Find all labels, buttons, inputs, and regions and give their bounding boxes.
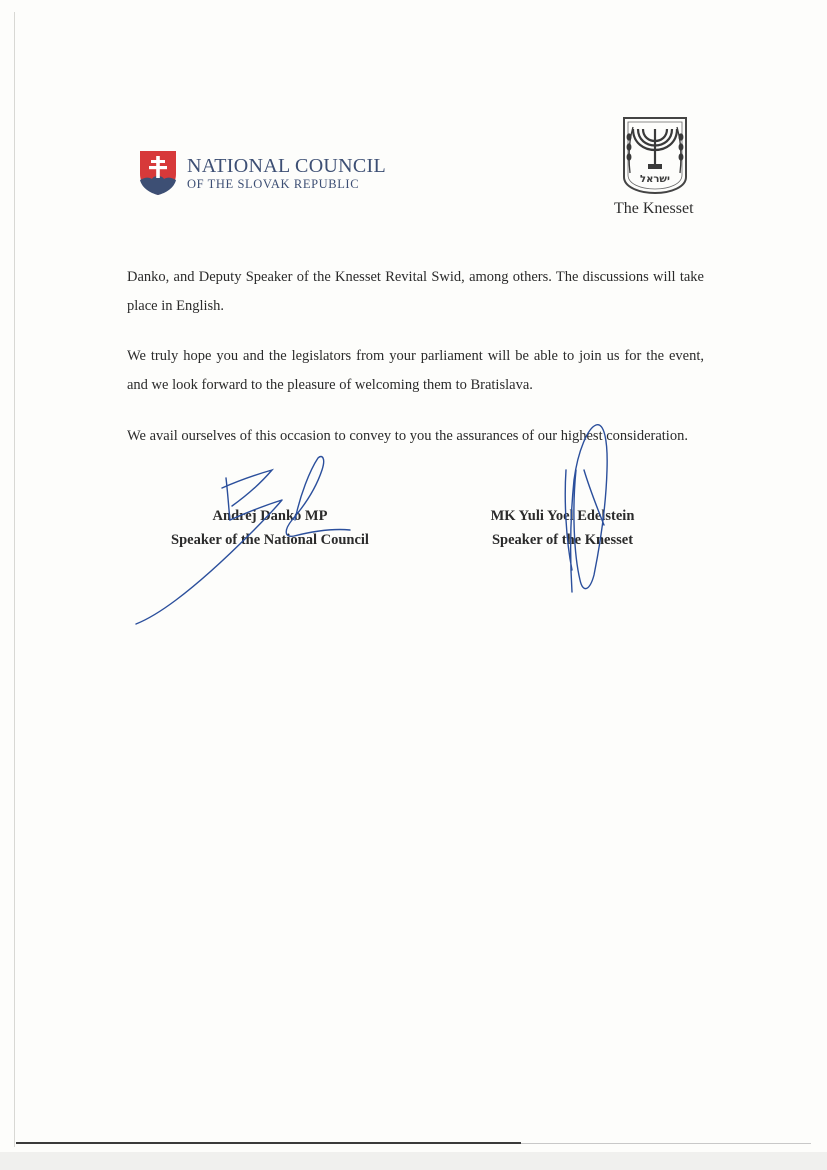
signatory-title: Speaker of the National Council: [171, 532, 369, 548]
body-paragraph: We truly hope you and the legislators from your parliament will be able to join us for the event, and we look forward to the pleasure of welcoming them to Bratislava.: [127, 348, 704, 393]
knesset-emblem-text: ישראל: [640, 174, 670, 185]
scan-edge-left: [14, 12, 15, 1147]
national-council-title: NATIONAL COUNCIL: [187, 155, 387, 177]
body-paragraph: We avail ourselves of this occasion to convey to you the assurances of our highest consideration.: [127, 428, 688, 444]
national-council-logo: [139, 150, 387, 200]
signatory-name: MK Yuli Yoel Edelstein: [490, 508, 635, 524]
scan-edge-bottom: [16, 1142, 521, 1144]
body-paragraph: Danko, and Deputy Speaker of the Knesset Revital Swid, among others. The discussions will take place in English.: [127, 269, 704, 314]
knesset-emblem-icon: [621, 115, 689, 195]
knesset-caption: The Knesset: [614, 200, 694, 217]
scan-edge-bottom-light: [521, 1143, 811, 1144]
signatory-title: Speaker of the Knesset: [491, 532, 634, 548]
slovak-coat-of-arms-icon: [139, 150, 177, 196]
signature-block-right: [460, 504, 665, 552]
signatory-name: Andrej Danko MP: [212, 508, 328, 524]
signature-block-left: [140, 504, 400, 552]
scan-bottom-strip: [0, 1152, 827, 1170]
national-council-subtitle: OF THE SLOVAK REPUBLIC: [187, 177, 360, 191]
